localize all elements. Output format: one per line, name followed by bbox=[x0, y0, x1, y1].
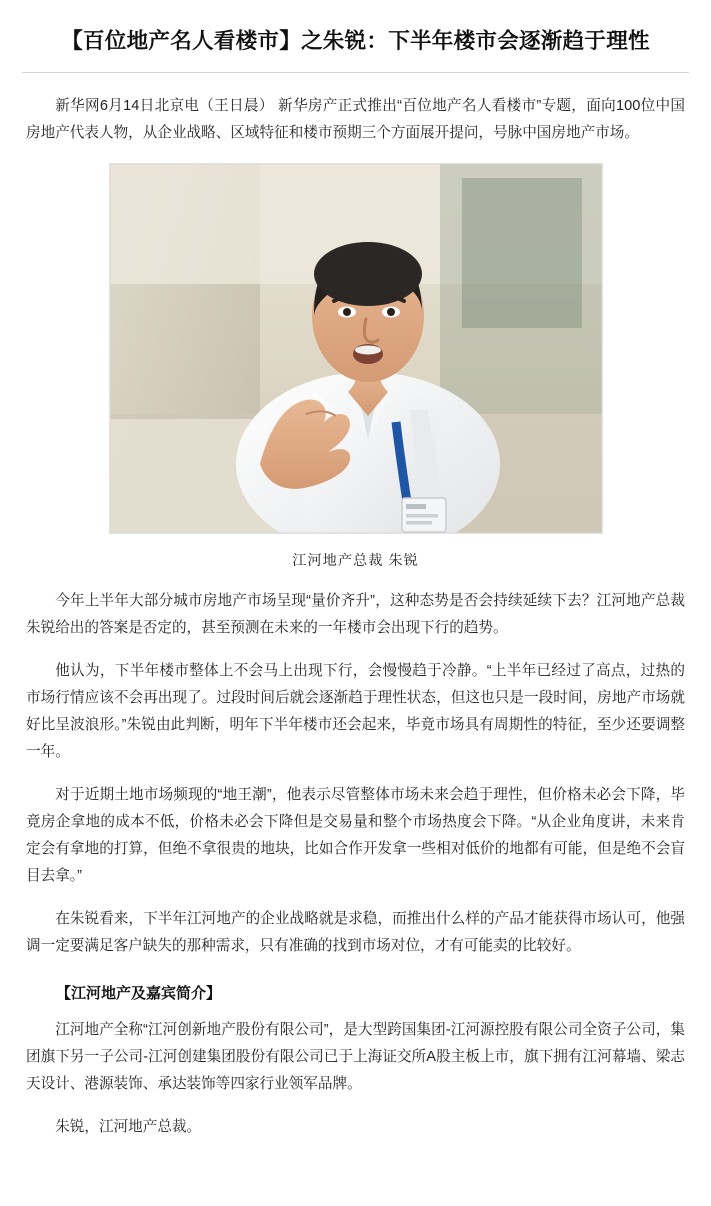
body-paragraph-4: 在朱锐看来，下半年江河地产的企业战略就是求稳，而推出什么样的产品才能获得市场认可，他强调一定要满足客户缺失的那种需求，只有准确的找到市场对位，才有可能卖的比较好。 bbox=[26, 910, 685, 954]
page-title: 【百位地产名人看楼市】之朱锐：下半年楼市会逐渐趋于理性 bbox=[61, 29, 650, 53]
body-paragraph-3: 对于近期土地市场频现的“地王潮”，他表示尽管整体市场未来会趋于理性，但价格未必会下降，毕竟房企拿地的成本不低，价格未必会下降但是交易量和整个市场热度会下降。“从企业角度讲，未来肯定会有拿地的打算，但绝不拿很贵的地块，比如合作开发拿一些相对低价的地都有可能，但是绝不会盲目去拿。” bbox=[26, 786, 685, 884]
body-paragraph-1: 今年上半年大部分城市房地产市场呈现“量价齐升”，这种态势是否会持续延续下去？江河地产总裁朱锐给出的答案是否定的，甚至预测在未来的一年楼市会出现下行的趋势。 bbox=[26, 593, 685, 637]
profile-paragraph-2: 朱锐，江河地产总裁。 bbox=[55, 1118, 202, 1135]
lead-paragraph: 新华网6月14日北京电（王日晨） 新华房产正式推出“百位地产名人看楼市”专题，面向100位中国房地产代表人物，从企业战略、区域特征和楼市预期三个方面展开提问，号脉中国房地产市场。 bbox=[26, 98, 685, 142]
profile-heading: 【江河地产及嘉宾简介】 bbox=[56, 984, 222, 1002]
interview-photo bbox=[109, 163, 603, 534]
profile-paragraph-1: 江河地产全称“江河创新地产股份有限公司”，是大型跨国集团-江河源控股有限公司全资子公司，集团旗下另一子公司-江河创建集团股份有限公司已于上海证交所A股主板上市，旗下拥有江河幕墙、梁志天设计、港源装饰、承达装饰等四家行业领军品牌。 bbox=[26, 1021, 685, 1092]
body-paragraph-2: 他认为，下半年楼市整体上不会马上出现下行，会慢慢趋于冷静。“上半年已经过了高点，过热的市场行情应该不会再出现了。过段时间后就会逐渐趋于理性状态，但这也只是一段时间，房地产市场就好比呈波浪形。”朱锐由此判断，明年下半年楼市还会起来，毕竟市场具有周期性的特征，至少还要调整一年。 bbox=[26, 663, 685, 760]
figure-caption: 江河地产总裁 朱锐 bbox=[292, 553, 419, 570]
article-figure bbox=[20, 163, 691, 570]
title-divider bbox=[22, 72, 689, 73]
